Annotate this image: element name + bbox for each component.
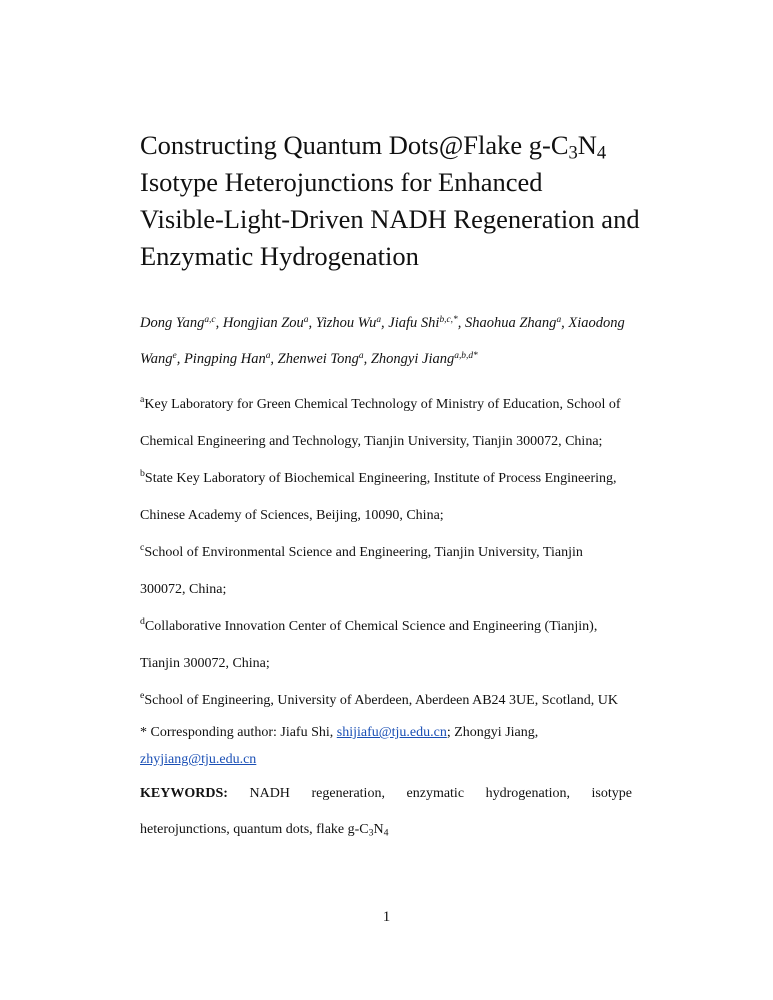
keywords-row-1: [140, 784, 632, 803]
affiliation-line: 300072, China;: [140, 582, 227, 597]
page-number: 1: [382, 909, 391, 925]
author-affiliation-mark: a: [358, 350, 364, 361]
affiliation-line: Chemical Engineering and Technology, Tianjin University, Tianjin 300072, China;: [140, 434, 603, 449]
corresponding-author: [140, 723, 640, 777]
corresponding-label: * Corresponding author: Jiafu Shi,: [140, 725, 337, 740]
affiliation-mark: d: [140, 616, 145, 628]
affiliation-b: [140, 469, 640, 525]
author-affiliation-mark: a: [556, 314, 562, 325]
author-separator: ,: [176, 351, 184, 367]
email-link-shi[interactable]: shijiafu@tju.edu.cn: [336, 725, 447, 740]
affiliation-d: [140, 617, 640, 673]
affiliation-line: [140, 617, 640, 636]
affiliation-text: State Key Laboratory of Biochemical Engineering, Institute of Process Engineering,: [144, 471, 617, 486]
affiliation-line: Chinese Academy of Sciences, Beijing, 10090, China;: [140, 508, 444, 523]
author-affiliation-mark: a,b,d*: [454, 350, 478, 361]
corresponding-text: ; Zhongyi Jiang,: [446, 725, 539, 740]
author-row-1: [140, 305, 640, 341]
author-separator: ,: [561, 315, 569, 331]
author-name-part: Wang: [140, 351, 173, 367]
keyword-subscript: 4: [383, 827, 389, 839]
keywords: [140, 784, 632, 839]
affiliation-mark: e: [140, 690, 145, 702]
affiliation-line: [140, 395, 640, 414]
author-affiliation-mark: a: [303, 314, 309, 325]
keyword-word: enzymatic: [406, 786, 465, 801]
affiliation-e: [140, 691, 640, 710]
keyword-word: hydrogenation,: [485, 786, 570, 801]
keywords-label: KEYWORDS:: [140, 786, 228, 801]
author-name: Hongjian Zou: [222, 315, 304, 331]
keyword-text: heterojunctions, quantum dots, flake g-C: [140, 822, 369, 837]
author-row-2: [140, 341, 640, 377]
affiliation-text: School of Environmental Science and Engineering, Tianjin University, Tianjin: [144, 545, 583, 560]
affiliation-text: Collaborative Innovation Center of Chemical Science and Engineering (Tianjin),: [144, 619, 598, 634]
title-text: N: [577, 130, 597, 160]
author-name: Shaohua Zhang: [464, 315, 557, 331]
affiliation-text: School of Engineering, University of Aberdeen, Aberdeen AB24 3UE, Scotland, UK: [144, 693, 618, 708]
author-list: [140, 305, 640, 377]
title-subscript: 3: [568, 142, 578, 164]
keyword-word: regeneration,: [311, 786, 385, 801]
email-link-jiang[interactable]: zhyjiang@tju.edu.cn: [140, 752, 257, 767]
corresponding-line: [140, 750, 640, 777]
author-name: Yizhou Wu: [315, 315, 377, 331]
author-name: Zhongyi Jiang: [370, 351, 455, 367]
affiliation-line: [140, 691, 640, 710]
keyword-word: isotype: [591, 786, 632, 801]
author-affiliation-mark: b,c,*: [439, 314, 458, 325]
author-affiliation-mark: e: [172, 350, 177, 361]
keywords-row-2: [140, 820, 632, 839]
title-line-4: Enzymatic Hydrogenation: [140, 241, 419, 271]
author-affiliation-mark: a: [265, 350, 271, 361]
keyword-word: NADH: [249, 786, 290, 801]
author-name: Pingping Han: [183, 351, 266, 367]
keyword-subscript: 3: [368, 827, 374, 839]
author-separator: ,: [308, 315, 316, 331]
affiliation-mark: b: [140, 468, 145, 480]
author-name: Jiafu Shi: [388, 315, 440, 331]
title-text: Constructing Quantum Dots@Flake g-C: [140, 130, 569, 160]
author-name-part: Xiaodong: [568, 315, 625, 331]
author-separator: ,: [270, 351, 278, 367]
affiliation-line: [140, 469, 640, 488]
title-subscript: 4: [596, 142, 607, 164]
author-name: Zhenwei Tong: [277, 351, 359, 367]
author-separator: ,: [363, 351, 371, 367]
paper-title: [140, 127, 700, 275]
keyword-text: N: [373, 822, 384, 837]
title-line-1: [140, 127, 700, 164]
author-separator: ,: [215, 315, 223, 331]
corresponding-line: [140, 723, 640, 750]
affiliation-c: [140, 543, 640, 599]
affiliation-line: Tianjin 300072, China;: [140, 656, 270, 671]
affiliation-a: [140, 395, 640, 451]
affiliation-text: Key Laboratory for Green Chemical Technology of Ministry of Education, School of: [144, 397, 621, 412]
author-name: Dong Yang: [140, 315, 205, 331]
author-affiliation-mark: a: [376, 314, 382, 325]
title-line-3: Visible-Light-Driven NADH Regeneration and: [140, 204, 640, 234]
author-affiliation-mark: a,c: [204, 314, 216, 325]
affiliation-mark: a: [140, 394, 145, 406]
affiliation-mark: c: [140, 542, 145, 554]
affiliation-line: [140, 543, 640, 562]
author-separator: ,: [457, 315, 465, 331]
author-separator: ,: [381, 315, 389, 331]
title-line-2: Isotype Heterojunctions for Enhanced: [140, 167, 543, 197]
